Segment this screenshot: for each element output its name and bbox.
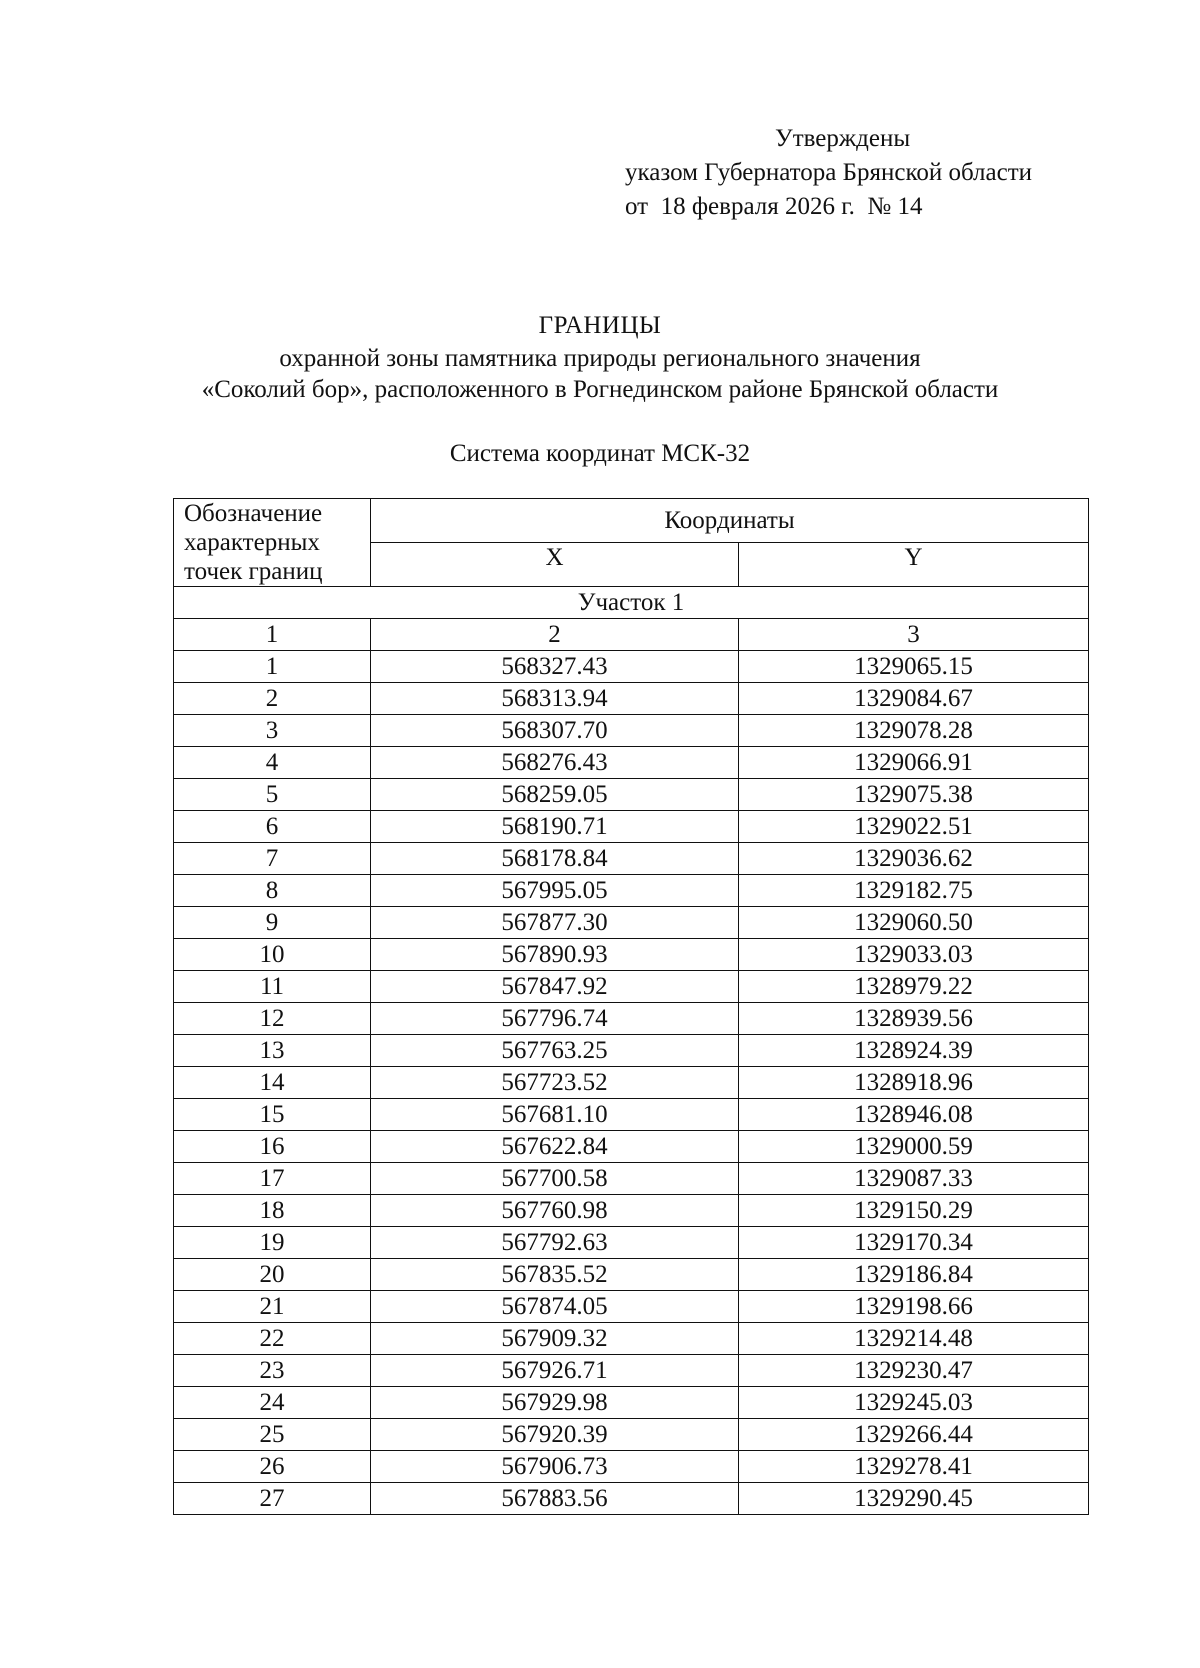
- table-row: [174, 1035, 1089, 1067]
- table-row: [174, 1483, 1089, 1515]
- point-number-cell: 1: [174, 651, 371, 683]
- coordinates-table: [173, 498, 1089, 1515]
- table-row: [174, 1099, 1089, 1131]
- coordinate-system-label: Система координат МСК-32: [449, 440, 751, 467]
- x-coordinate-cell: 567763.25: [371, 1035, 739, 1067]
- designation-header-line: Обозначение: [184, 500, 323, 527]
- x-coordinate-cell: 568313.94: [371, 683, 739, 715]
- point-number-cell: 7: [174, 843, 371, 875]
- x-coordinate-cell: 568259.05: [371, 779, 739, 811]
- point-number-cell: 18: [174, 1195, 371, 1227]
- y-coordinate-cell: 1329186.84: [739, 1259, 1089, 1291]
- point-number-cell: 26: [174, 1451, 371, 1483]
- table-row: [174, 1163, 1089, 1195]
- x-coordinate-cell: 567995.05: [371, 875, 739, 907]
- x-coordinate-cell: 567909.32: [371, 1323, 739, 1355]
- x-coordinate-cell: 567723.52: [371, 1067, 739, 1099]
- column-number: 3: [739, 619, 1089, 651]
- y-coordinate-cell: 1329036.62: [739, 843, 1089, 875]
- x-coordinate-cell: 567920.39: [371, 1419, 739, 1451]
- y-coordinate-cell: 1329065.15: [739, 651, 1089, 683]
- point-number-cell: 24: [174, 1387, 371, 1419]
- y-coordinate-cell: 1328939.56: [739, 1003, 1089, 1035]
- point-number-cell: 17: [174, 1163, 371, 1195]
- y-coordinate-cell: 1329150.29: [739, 1195, 1089, 1227]
- y-coordinate-cell: 1329022.51: [739, 811, 1089, 843]
- point-number-cell: 21: [174, 1291, 371, 1323]
- document-subtitle-line2: «Соколий бор», расположенного в Рогнединском районе Брянской области: [201, 376, 999, 403]
- point-number-cell: 23: [174, 1355, 371, 1387]
- table-row: [174, 715, 1089, 747]
- approval-line-date: от 18 февраля 2026 г. № 14: [625, 193, 923, 220]
- y-coordinate-cell: 1329033.03: [739, 939, 1089, 971]
- y-coordinate-cell: 1329000.59: [739, 1131, 1089, 1163]
- section-row: [174, 587, 1089, 619]
- x-coordinate-cell: 567847.92: [371, 971, 739, 1003]
- y-coordinate-cell: 1329278.41: [739, 1451, 1089, 1483]
- table-row: [174, 811, 1089, 843]
- document-title: ГРАНИЦЫ: [538, 312, 662, 339]
- table-row: [174, 1419, 1089, 1451]
- x-coordinate-cell: 567700.58: [371, 1163, 739, 1195]
- point-number-cell: 6: [174, 811, 371, 843]
- y-coordinate-cell: 1329060.50: [739, 907, 1089, 939]
- coordinates-header: Координаты: [371, 499, 1089, 543]
- point-number-cell: 13: [174, 1035, 371, 1067]
- approval-line-decree: указом Губернатора Брянской области: [625, 159, 1033, 186]
- x-coordinate-cell: 567792.63: [371, 1227, 739, 1259]
- designation-header: [174, 499, 371, 587]
- table-row: [174, 875, 1089, 907]
- x-coordinate-cell: 567926.71: [371, 1355, 739, 1387]
- x-coordinate-cell: 568327.43: [371, 651, 739, 683]
- x-coordinate-cell: 568178.84: [371, 843, 739, 875]
- table-row: [174, 1131, 1089, 1163]
- point-number-cell: 14: [174, 1067, 371, 1099]
- x-coordinate-cell: 567835.52: [371, 1259, 739, 1291]
- x-coordinate-cell: 567796.74: [371, 1003, 739, 1035]
- table-row: [174, 907, 1089, 939]
- y-coordinate-cell: 1329182.75: [739, 875, 1089, 907]
- designation-header-line: характерных: [184, 529, 320, 556]
- x-coordinate-cell: 567681.10: [371, 1099, 739, 1131]
- y-header: Y: [739, 543, 1089, 587]
- point-number-cell: 19: [174, 1227, 371, 1259]
- point-number-cell: 22: [174, 1323, 371, 1355]
- y-coordinate-cell: 1329066.91: [739, 747, 1089, 779]
- table-row: [174, 651, 1089, 683]
- table-row: [174, 779, 1089, 811]
- y-coordinate-cell: 1329290.45: [739, 1483, 1089, 1515]
- column-number: 2: [371, 619, 739, 651]
- x-coordinate-cell: 568307.70: [371, 715, 739, 747]
- approval-line-approved: Утверждены: [775, 125, 911, 152]
- x-header: X: [371, 543, 739, 587]
- y-coordinate-cell: 1329075.38: [739, 779, 1089, 811]
- column-number-row: [174, 619, 1089, 651]
- y-coordinate-cell: 1329245.03: [739, 1387, 1089, 1419]
- document-subtitle-line1: охранной зоны памятника природы регионального значения: [279, 345, 921, 372]
- y-coordinate-cell: 1329087.33: [739, 1163, 1089, 1195]
- y-coordinate-cell: 1328924.39: [739, 1035, 1089, 1067]
- x-coordinate-cell: 567760.98: [371, 1195, 739, 1227]
- x-coordinate-cell: 568190.71: [371, 811, 739, 843]
- table-row: [174, 1451, 1089, 1483]
- table-row: [174, 1387, 1089, 1419]
- x-coordinate-cell: 567890.93: [371, 939, 739, 971]
- y-coordinate-cell: 1328946.08: [739, 1099, 1089, 1131]
- y-coordinate-cell: 1328979.22: [739, 971, 1089, 1003]
- y-coordinate-cell: 1329230.47: [739, 1355, 1089, 1387]
- x-coordinate-cell: 567929.98: [371, 1387, 739, 1419]
- table-row: [174, 971, 1089, 1003]
- x-coordinate-cell: 567874.05: [371, 1291, 739, 1323]
- point-number-cell: 5: [174, 779, 371, 811]
- table-row: [174, 843, 1089, 875]
- point-number-cell: 11: [174, 971, 371, 1003]
- point-number-cell: 15: [174, 1099, 371, 1131]
- x-coordinate-cell: 567622.84: [371, 1131, 739, 1163]
- table-row: [174, 1323, 1089, 1355]
- y-coordinate-cell: 1329078.28: [739, 715, 1089, 747]
- point-number-cell: 25: [174, 1419, 371, 1451]
- y-coordinate-cell: 1328918.96: [739, 1067, 1089, 1099]
- section-label: Участок 1: [174, 587, 1089, 619]
- point-number-cell: 8: [174, 875, 371, 907]
- x-coordinate-cell: 567906.73: [371, 1451, 739, 1483]
- table-row: [174, 1003, 1089, 1035]
- table-row: [174, 1067, 1089, 1099]
- table-row: [174, 747, 1089, 779]
- point-number-cell: 16: [174, 1131, 371, 1163]
- x-coordinate-cell: 567883.56: [371, 1483, 739, 1515]
- table-row: [174, 683, 1089, 715]
- point-number-cell: 9: [174, 907, 371, 939]
- x-coordinate-cell: 567877.30: [371, 907, 739, 939]
- y-coordinate-cell: 1329214.48: [739, 1323, 1089, 1355]
- table-row: [174, 1355, 1089, 1387]
- table-row: [174, 1291, 1089, 1323]
- point-number-cell: 20: [174, 1259, 371, 1291]
- point-number-cell: 10: [174, 939, 371, 971]
- table-header-row: [174, 499, 1089, 543]
- table-row: [174, 939, 1089, 971]
- point-number-cell: 3: [174, 715, 371, 747]
- point-number-cell: 4: [174, 747, 371, 779]
- point-number-cell: 12: [174, 1003, 371, 1035]
- y-coordinate-cell: 1329170.34: [739, 1227, 1089, 1259]
- point-number-cell: 2: [174, 683, 371, 715]
- table-row: [174, 1259, 1089, 1291]
- y-coordinate-cell: 1329084.67: [739, 683, 1089, 715]
- table-row: [174, 1227, 1089, 1259]
- column-number: 1: [174, 619, 371, 651]
- y-coordinate-cell: 1329266.44: [739, 1419, 1089, 1451]
- x-coordinate-cell: 568276.43: [371, 747, 739, 779]
- designation-header-line: точек границ: [184, 558, 323, 585]
- approval-block: [625, 122, 1032, 224]
- y-coordinate-cell: 1329198.66: [739, 1291, 1089, 1323]
- point-number-cell: 27: [174, 1483, 371, 1515]
- table-row: [174, 1195, 1089, 1227]
